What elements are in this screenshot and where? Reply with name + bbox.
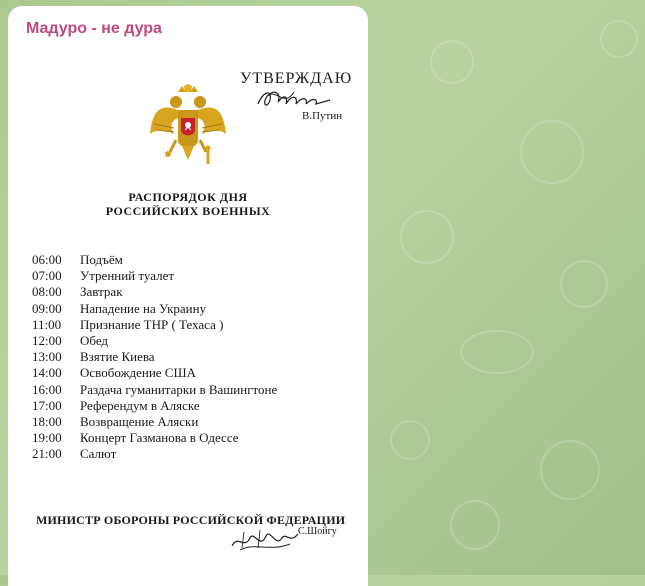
schedule-time: 06:00	[32, 252, 62, 267]
schedule-event: Признание ТНР ( Техаса )	[80, 316, 224, 332]
schedule-time: 21:00	[32, 446, 62, 462]
schedule-event: Подъём	[80, 252, 123, 267]
schedule-time: 12:00	[32, 332, 62, 348]
wallpaper-doodle	[430, 40, 474, 84]
wallpaper-doodle	[540, 440, 600, 500]
wallpaper-doodle	[600, 20, 638, 58]
schedule-event: Утренний туалет	[80, 268, 175, 284]
schedule-event: Обед	[80, 332, 109, 348]
sender-name[interactable]: Мадуро - не дура	[26, 20, 162, 37]
russian-coat-of-arms-icon	[148, 84, 228, 179]
schedule-time: 07:00	[32, 268, 62, 284]
minister-name: С.Шойгу	[298, 526, 337, 537]
wallpaper-doodle	[450, 500, 500, 550]
document-title	[98, 190, 278, 218]
message-bubble[interactable]	[8, 6, 368, 586]
schedule-row	[32, 284, 277, 300]
schedule-row	[32, 382, 277, 398]
schedule-row	[32, 317, 277, 333]
schedule-time: 19:00	[32, 430, 62, 446]
schedule-time: 13:00	[32, 349, 62, 365]
schedule-event: Раздача гуманитарки в Вашингтоне	[80, 381, 278, 397]
approver-name: В.Путин	[302, 110, 343, 122]
schedule-event: Концерт Газманова в Одессе	[80, 430, 239, 446]
schedule-time: 18:00	[32, 413, 62, 429]
schedule-time: 14:00	[32, 365, 62, 381]
schedule-row	[32, 414, 277, 430]
schedule-event: Салют	[80, 446, 117, 462]
wallpaper-doodle	[400, 210, 454, 264]
schedule-row	[32, 268, 277, 284]
schedule-row	[32, 349, 277, 365]
schedule-event: Возвращение Аляски	[80, 413, 199, 429]
schedule-event: Референдум в Аляске	[80, 397, 200, 413]
schedule-row	[32, 446, 277, 462]
approve-label: УТВЕРЖДАЮ	[240, 70, 353, 87]
title-line-1: РАСПОРЯДОК ДНЯ	[128, 190, 248, 204]
schedule-row	[32, 252, 277, 268]
schedule-time: 16:00	[32, 381, 62, 397]
schedule-event: Освобождение США	[80, 365, 196, 381]
wallpaper-doodle	[460, 330, 534, 374]
schedule-row	[32, 301, 277, 317]
wallpaper-doodle	[520, 120, 584, 184]
schedule-row	[32, 365, 277, 381]
wallpaper-doodle	[560, 260, 608, 308]
schedule-time: 11:00	[32, 316, 62, 332]
schedule-time: 09:00	[32, 300, 62, 316]
schedule-row	[32, 398, 277, 414]
schedule-row	[32, 430, 277, 446]
schedule-row	[32, 333, 277, 349]
minister-title: МИНИСТР ОБОРОНЫ РОССИЙСКОЙ ФЕДЕРАЦИИ	[36, 513, 346, 527]
wallpaper-doodle	[390, 420, 430, 460]
signature-icon	[230, 524, 300, 559]
schedule-event: Взятие Киева	[80, 349, 155, 365]
schedule-time: 17:00	[32, 397, 62, 413]
schedule-time: 08:00	[32, 284, 62, 300]
schedule-event: Нападение на Украину	[80, 300, 207, 316]
title-line-2: РОССИЙСКИХ ВОЕННЫХ	[105, 204, 271, 218]
schedule-event: Завтрак	[80, 284, 123, 300]
schedule-list	[32, 252, 277, 462]
